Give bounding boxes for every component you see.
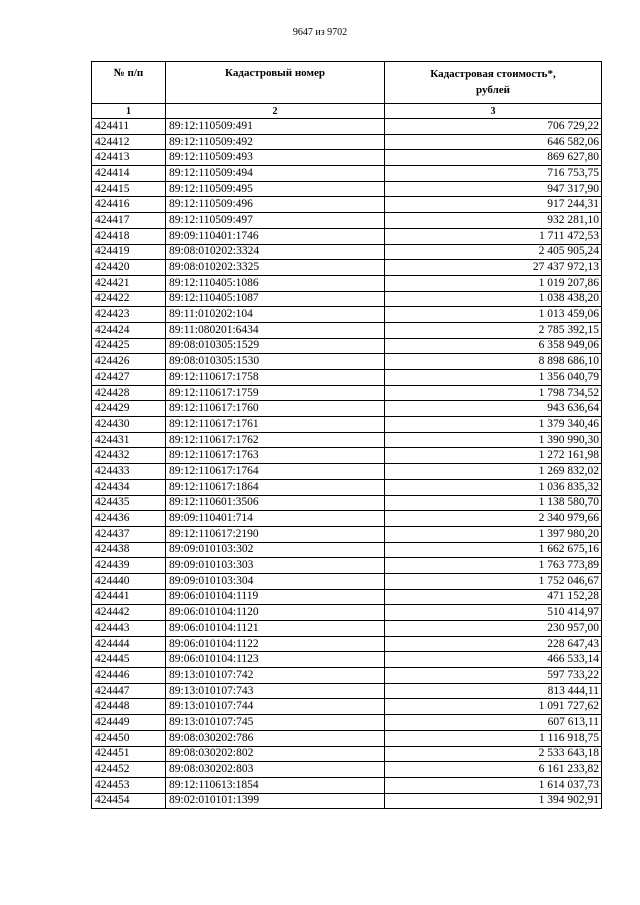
cadastral-number-cell: 89:12:110617:1761 [166, 417, 385, 433]
table-row [92, 338, 602, 354]
table-row [92, 432, 602, 448]
row-number-cell: 424444 [92, 636, 166, 652]
row-number-cell: 424437 [92, 526, 166, 542]
table-row [92, 526, 602, 542]
row-number-cell: 424454 [92, 793, 166, 809]
cadastral-number-cell: 89:09:110401:714 [166, 511, 385, 527]
row-number-cell: 424450 [92, 730, 166, 746]
row-number-cell: 424414 [92, 166, 166, 182]
cadastral-value-cell: 2 533 643,18 [385, 746, 602, 762]
cadastral-number-cell: 89:08:030202:802 [166, 746, 385, 762]
cadastral-number-cell: 89:11:080201:6434 [166, 322, 385, 338]
cadastral-number-cell: 89:06:010104:1119 [166, 589, 385, 605]
row-number-cell: 424448 [92, 699, 166, 715]
table-row [92, 636, 602, 652]
cadastral-number-cell: 89:12:110509:497 [166, 213, 385, 229]
row-number-cell: 424428 [92, 385, 166, 401]
row-number-cell: 424415 [92, 181, 166, 197]
table-row [92, 589, 602, 605]
cadastral-value-cell: 471 152,28 [385, 589, 602, 605]
header-cadastral-number: Кадастровый номер [166, 62, 385, 104]
table-row [92, 134, 602, 150]
cadastral-number-cell: 89:12:110509:494 [166, 166, 385, 182]
row-number-cell: 424429 [92, 401, 166, 417]
cadastral-number-cell: 89:08:030202:803 [166, 762, 385, 778]
cadastral-number-cell: 89:06:010104:1122 [166, 636, 385, 652]
cadastral-number-cell: 89:12:110617:1762 [166, 432, 385, 448]
cadastral-value-cell: 1 798 734,52 [385, 385, 602, 401]
cadastral-number-cell: 89:08:010202:3325 [166, 260, 385, 276]
cadastral-number-cell: 89:12:110617:1764 [166, 464, 385, 480]
cadastral-number-cell: 89:08:010202:3324 [166, 244, 385, 260]
cadastral-value-cell: 1 356 040,79 [385, 370, 602, 386]
table-row [92, 275, 602, 291]
cadastral-number-cell: 89:12:110509:491 [166, 119, 385, 135]
table-row [92, 448, 602, 464]
header-cadastral-value [385, 62, 602, 104]
cadastral-number-cell: 89:12:110405:1087 [166, 291, 385, 307]
cadastral-number-cell: 89:08:030202:786 [166, 730, 385, 746]
cadastral-number-cell: 89:12:110509:492 [166, 134, 385, 150]
table-row [92, 730, 602, 746]
table-row [92, 746, 602, 762]
row-number-cell: 424433 [92, 464, 166, 480]
cadastral-number-cell: 89:02:010101:1399 [166, 793, 385, 809]
cadastral-value-cell: 1 138 580,70 [385, 495, 602, 511]
row-number-cell: 424427 [92, 370, 166, 386]
row-number-cell: 424449 [92, 715, 166, 731]
table-row [92, 244, 602, 260]
cadastral-value-cell: 706 729,22 [385, 119, 602, 135]
table-row [92, 370, 602, 386]
cadastral-number-cell: 89:08:010305:1530 [166, 354, 385, 370]
row-number-cell: 424445 [92, 652, 166, 668]
table-row [92, 464, 602, 480]
cadastral-value-table [91, 61, 602, 809]
table-row [92, 385, 602, 401]
table-row [92, 495, 602, 511]
cadastral-number-cell: 89:09:010103:302 [166, 542, 385, 558]
cadastral-number-cell: 89:12:110509:493 [166, 150, 385, 166]
table-row [92, 401, 602, 417]
table-row [92, 228, 602, 244]
cadastral-value-cell: 1 394 902,91 [385, 793, 602, 809]
cadastral-value-cell: 228 647,43 [385, 636, 602, 652]
row-number-cell: 424435 [92, 495, 166, 511]
cadastral-number-cell: 89:12:110617:1759 [166, 385, 385, 401]
row-number-cell: 424431 [92, 432, 166, 448]
cadastral-value-cell: 1 013 459,06 [385, 307, 602, 323]
cadastral-value-cell: 1 711 472,53 [385, 228, 602, 244]
cadastral-value-cell: 597 733,22 [385, 668, 602, 684]
row-number-cell: 424430 [92, 417, 166, 433]
cadastral-number-cell: 89:13:010107:742 [166, 668, 385, 684]
table-row [92, 793, 602, 809]
table-row [92, 558, 602, 574]
table-header-row [92, 62, 602, 104]
cadastral-number-cell: 89:06:010104:1120 [166, 605, 385, 621]
table-row [92, 683, 602, 699]
row-number-cell: 424447 [92, 683, 166, 699]
row-number-cell: 424424 [92, 322, 166, 338]
row-number-cell: 424425 [92, 338, 166, 354]
row-number-cell: 424453 [92, 777, 166, 793]
table-body [92, 119, 602, 809]
cadastral-number-cell: 89:12:110617:1864 [166, 479, 385, 495]
table-row [92, 762, 602, 778]
table-row [92, 542, 602, 558]
cadastral-value-cell: 869 627,80 [385, 150, 602, 166]
row-number-cell: 424422 [92, 291, 166, 307]
column-number-1: 1 [92, 104, 166, 119]
cadastral-number-cell: 89:09:010103:303 [166, 558, 385, 574]
cadastral-number-cell: 89:06:010104:1123 [166, 652, 385, 668]
cadastral-number-cell: 89:12:110617:1763 [166, 448, 385, 464]
cadastral-value-cell: 813 444,11 [385, 683, 602, 699]
column-number-2: 2 [166, 104, 385, 119]
cadastral-value-cell: 6 161 233,82 [385, 762, 602, 778]
cadastral-number-cell: 89:08:010305:1529 [166, 338, 385, 354]
cadastral-value-cell: 6 358 949,06 [385, 338, 602, 354]
table-row [92, 181, 602, 197]
cadastral-number-cell: 89:12:110617:1758 [166, 370, 385, 386]
cadastral-value-cell: 2 340 979,66 [385, 511, 602, 527]
row-number-cell: 424446 [92, 668, 166, 684]
row-number-cell: 424418 [92, 228, 166, 244]
table-row [92, 119, 602, 135]
cadastral-value-cell: 466 533,14 [385, 652, 602, 668]
table-row [92, 605, 602, 621]
table-row [92, 291, 602, 307]
cadastral-value-cell: 1 397 980,20 [385, 526, 602, 542]
table-row [92, 354, 602, 370]
cadastral-number-cell: 89:12:110509:496 [166, 197, 385, 213]
cadastral-value-cell: 1 116 918,75 [385, 730, 602, 746]
cadastral-value-cell: 1 272 161,98 [385, 448, 602, 464]
row-number-cell: 424421 [92, 275, 166, 291]
table-row [92, 668, 602, 684]
cadastral-value-cell: 917 244,31 [385, 197, 602, 213]
table-row [92, 479, 602, 495]
cadastral-value-cell: 1 390 990,30 [385, 432, 602, 448]
row-number-cell: 424419 [92, 244, 166, 260]
cadastral-value-cell: 2 405 905,24 [385, 244, 602, 260]
table-row [92, 777, 602, 793]
row-number-cell: 424434 [92, 479, 166, 495]
table-row [92, 197, 602, 213]
row-number-cell: 424440 [92, 573, 166, 589]
cadastral-number-cell: 89:13:010107:745 [166, 715, 385, 731]
table-row [92, 417, 602, 433]
table-row [92, 322, 602, 338]
table-row [92, 307, 602, 323]
row-number-cell: 424451 [92, 746, 166, 762]
cadastral-value-cell: 1 019 207,86 [385, 275, 602, 291]
row-number-cell: 424438 [92, 542, 166, 558]
cadastral-number-cell: 89:12:110601:3506 [166, 495, 385, 511]
row-number-cell: 424452 [92, 762, 166, 778]
cadastral-value-cell: 716 753,75 [385, 166, 602, 182]
cadastral-value-cell: 607 613,11 [385, 715, 602, 731]
cadastral-value-cell: 932 281,10 [385, 213, 602, 229]
cadastral-number-cell: 89:06:010104:1121 [166, 621, 385, 637]
cadastral-value-cell: 1 614 037,73 [385, 777, 602, 793]
cadastral-value-cell: 1 091 727,62 [385, 699, 602, 715]
table-row [92, 260, 602, 276]
table-row [92, 699, 602, 715]
header-cadastral-value-line1: Кадастровая стоимость*, [430, 67, 556, 80]
row-number-cell: 424441 [92, 589, 166, 605]
table-row [92, 150, 602, 166]
table-row [92, 652, 602, 668]
cadastral-value-cell: 1 269 832,02 [385, 464, 602, 480]
table-row [92, 715, 602, 731]
row-number-cell: 424412 [92, 134, 166, 150]
row-number-cell: 424426 [92, 354, 166, 370]
cadastral-value-cell: 1 036 835,32 [385, 479, 602, 495]
cadastral-value-cell: 8 898 686,10 [385, 354, 602, 370]
row-number-cell: 424411 [92, 119, 166, 135]
row-number-cell: 424432 [92, 448, 166, 464]
cadastral-value-cell: 947 317,90 [385, 181, 602, 197]
cadastral-number-cell: 89:13:010107:743 [166, 683, 385, 699]
row-number-cell: 424416 [92, 197, 166, 213]
cadastral-value-cell: 230 957,00 [385, 621, 602, 637]
cadastral-number-cell: 89:11:010202:104 [166, 307, 385, 323]
cadastral-value-cell: 1 379 340,46 [385, 417, 602, 433]
row-number-cell: 424423 [92, 307, 166, 323]
row-number-cell: 424413 [92, 150, 166, 166]
cadastral-value-cell: 646 582,06 [385, 134, 602, 150]
cadastral-number-cell: 89:13:010107:744 [166, 699, 385, 715]
cadastral-number-cell: 89:12:110405:1086 [166, 275, 385, 291]
cadastral-number-cell: 89:09:110401:1746 [166, 228, 385, 244]
cadastral-value-cell: 1 038 438,20 [385, 291, 602, 307]
cadastral-value-cell: 1 752 046,67 [385, 573, 602, 589]
cadastral-value-cell: 510 414,97 [385, 605, 602, 621]
table-row [92, 621, 602, 637]
cadastral-value-cell: 943 636,64 [385, 401, 602, 417]
row-number-cell: 424443 [92, 621, 166, 637]
row-number-cell: 424420 [92, 260, 166, 276]
page-counter: 9647 из 9702 [292, 27, 348, 38]
table-row [92, 166, 602, 182]
column-number-3: 3 [385, 104, 602, 119]
cadastral-value-cell: 1 763 773,89 [385, 558, 602, 574]
row-number-cell: 424439 [92, 558, 166, 574]
cadastral-value-cell: 1 662 675,16 [385, 542, 602, 558]
table-row [92, 511, 602, 527]
row-number-cell: 424436 [92, 511, 166, 527]
header-cadastral-value-unit: рублей [476, 83, 510, 96]
header-row-number: № п/п [92, 62, 166, 104]
cadastral-number-cell: 89:09:010103:304 [166, 573, 385, 589]
cadastral-number-cell: 89:12:110617:2190 [166, 526, 385, 542]
column-number-row [92, 104, 602, 119]
row-number-cell: 424417 [92, 213, 166, 229]
cadastral-number-cell: 89:12:110613:1854 [166, 777, 385, 793]
table-row [92, 573, 602, 589]
cadastral-number-cell: 89:12:110509:495 [166, 181, 385, 197]
table-row [92, 213, 602, 229]
cadastral-number-cell: 89:12:110617:1760 [166, 401, 385, 417]
cadastral-value-cell: 27 437 972,13 [385, 260, 602, 276]
row-number-cell: 424442 [92, 605, 166, 621]
cadastral-value-cell: 2 785 392,15 [385, 322, 602, 338]
